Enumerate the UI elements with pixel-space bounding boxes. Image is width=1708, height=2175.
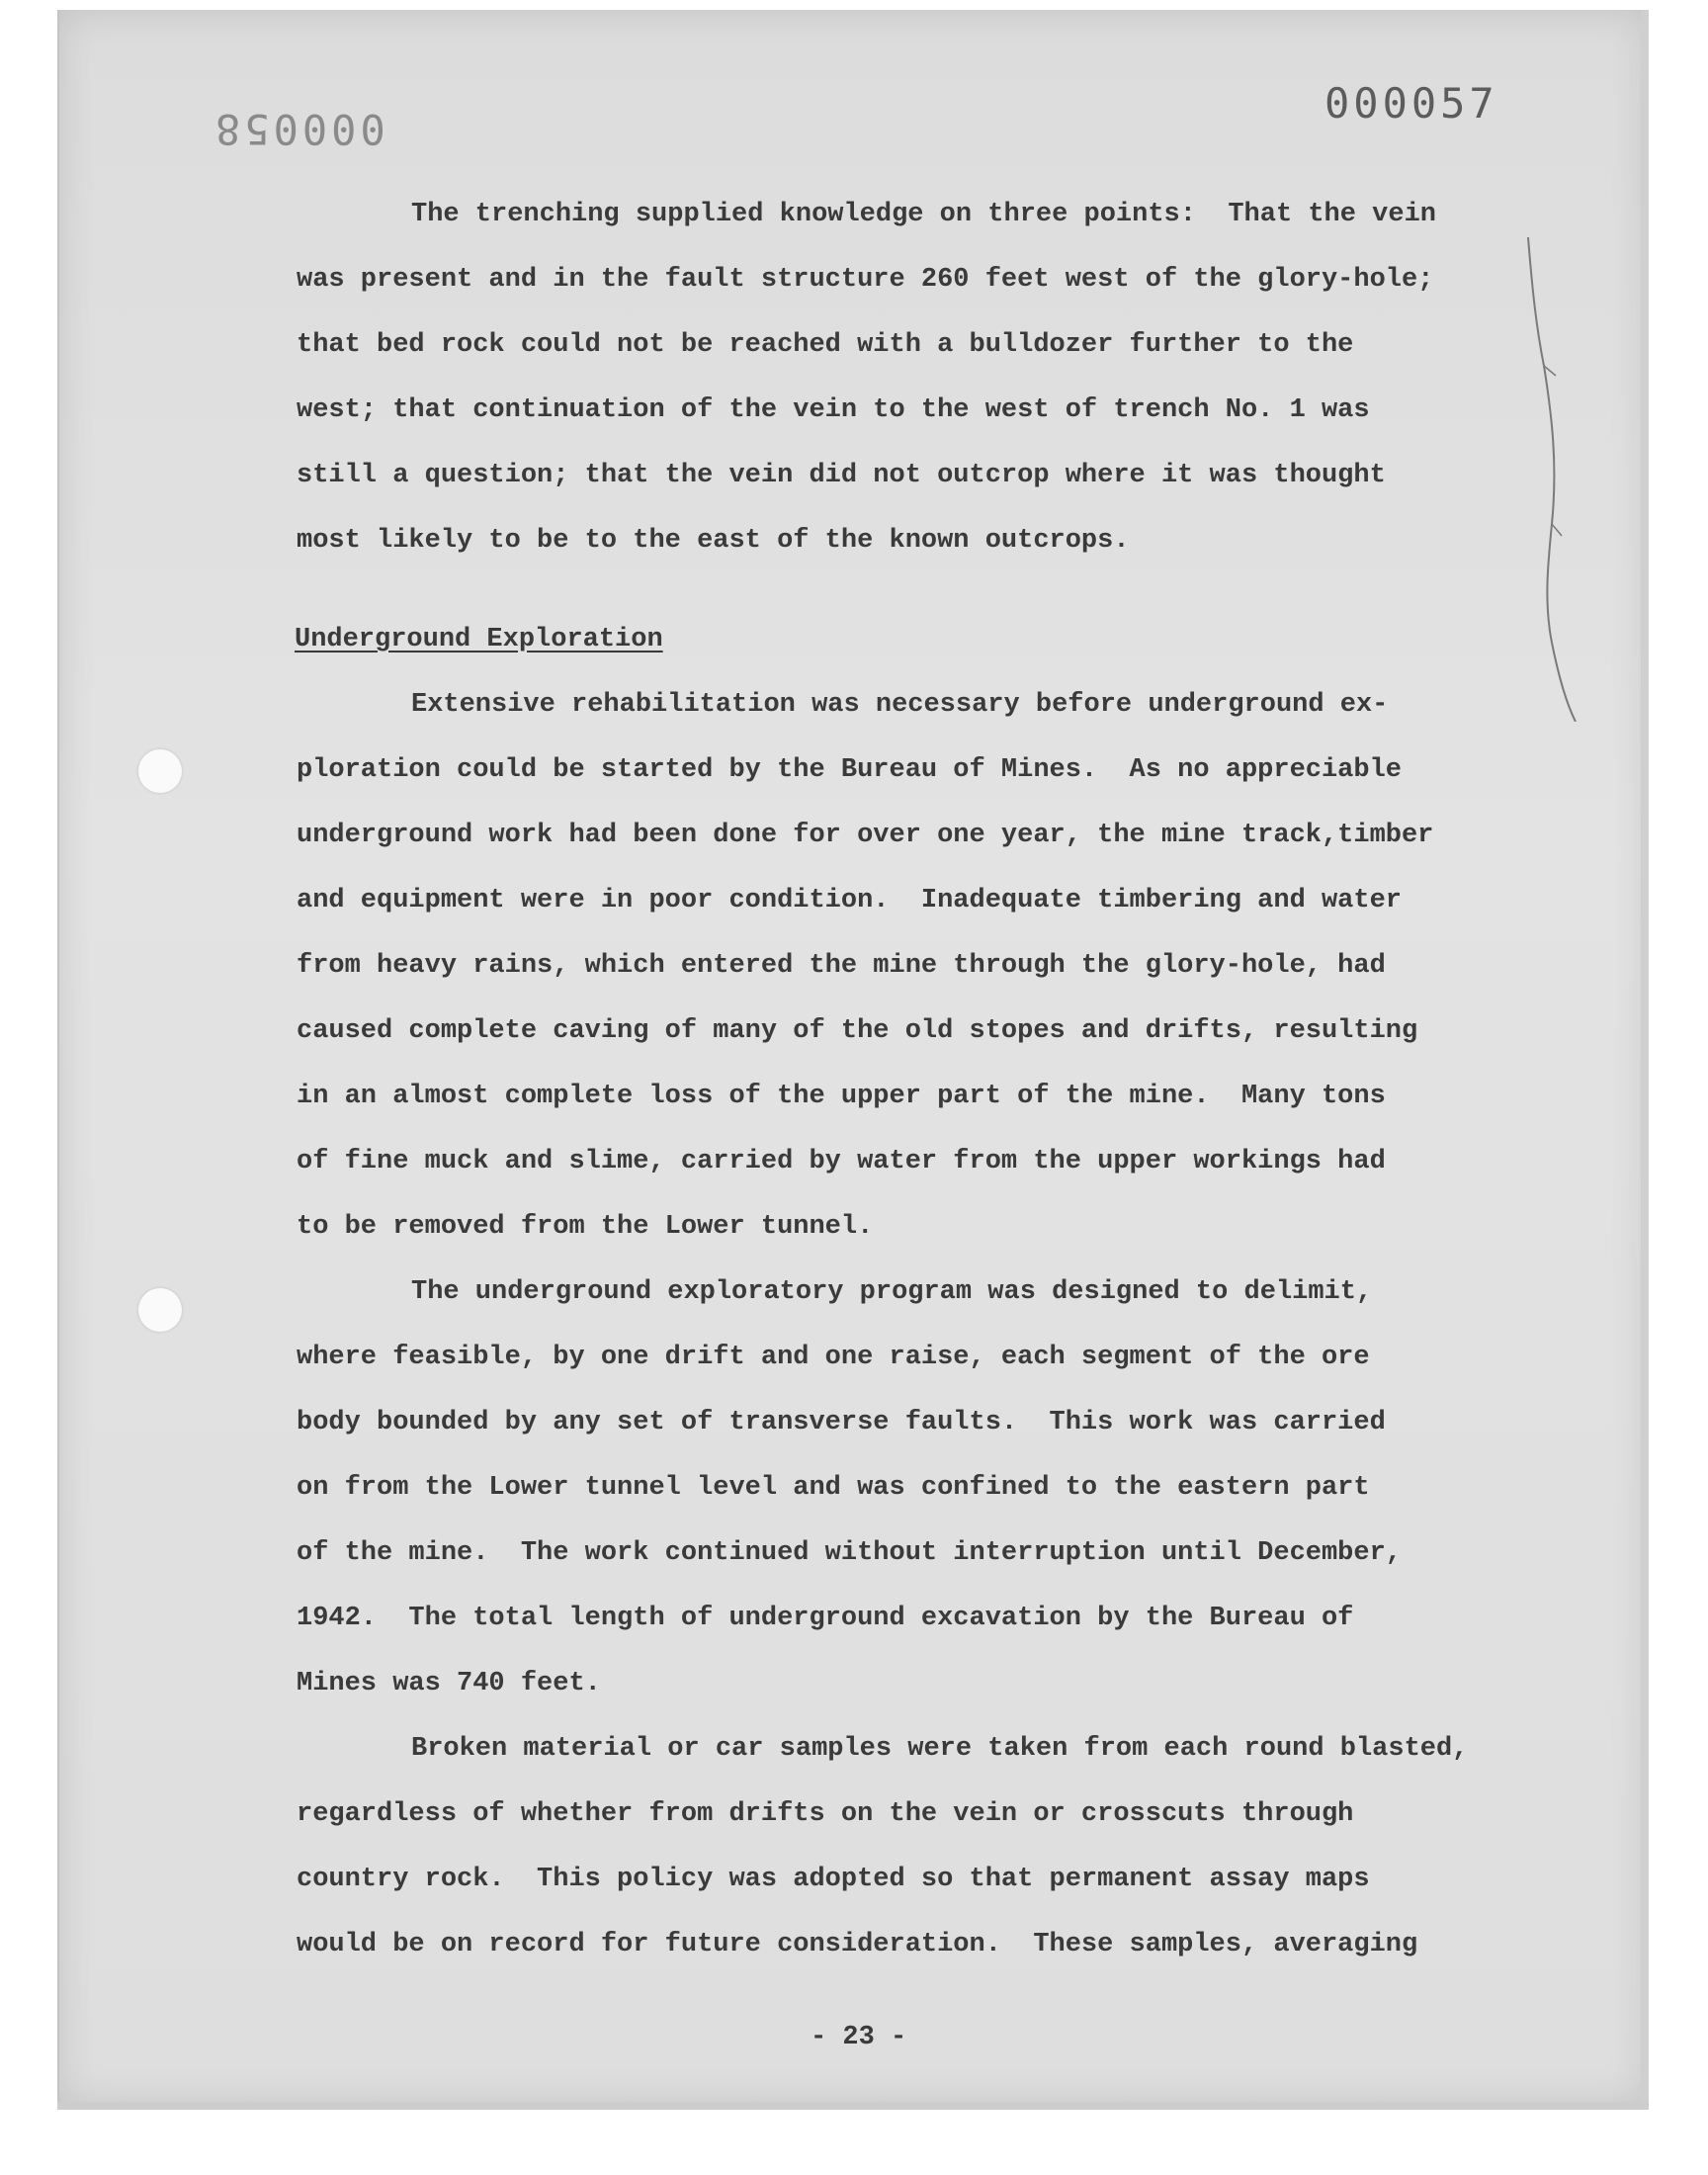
text-line: west; that continuation of the vein to the west of trench No. 1 was [297,395,1370,425]
text-line: of the mine. The work continued without interruption until December, [297,1538,1402,1568]
text-line: Broken material or car samples were taken from each round blasted, [411,1734,1469,1764]
text-line: The underground exploratory program was designed to delimit, [411,1277,1373,1307]
document-stamp-number: 000057 [1324,79,1498,128]
document-stamp-number: 000058 [212,105,385,153]
text-line: would be on record for future consideration. These samples, averaging [297,1930,1418,1959]
text-line: caused complete caving of many of the old stopes and drifts, resulting [297,1016,1418,1046]
text-line: 1942. The total length of underground excavation by the Bureau of [297,1604,1354,1633]
text-line: The trenching supplied knowledge on three points: That the vein [411,200,1436,229]
text-line: of fine muck and slime, carried by water from the upper workings had [297,1147,1386,1176]
text-line: was present and in the fault structure 260 feet west of the glory-hole; [297,265,1434,295]
section-heading: Underground Exploration [295,625,663,654]
text-line: body bounded by any set of transverse faults. This work was carried [297,1408,1386,1437]
text-line: that bed rock could not be reached with a bulldozer further to the [297,330,1354,360]
text-line: Mines was 740 feet. [297,1669,601,1698]
text-line: on from the Lower tunnel level and was confined to the eastern part [297,1473,1370,1503]
text-line: from heavy rains, which entered the mine through the glory-hole, had [297,951,1386,981]
text-line: in an almost complete loss of the upper part of the mine. Many tons [297,1082,1386,1111]
text-line: to be removed from the Lower tunnel. [297,1212,874,1242]
text-line: and equipment were in poor condition. Inadequate timbering and water [297,886,1402,915]
text-line: Extensive rehabilitation was necessary before underground ex- [411,690,1389,720]
text-line: most likely to be to the east of the known outcrops. [297,526,1130,556]
text-line: underground work had been done for over one year, the mine track,timber [297,821,1434,850]
text-line: where feasible, by one drift and one raise, each segment of the ore [297,1343,1370,1372]
page-number: - 23 - [811,2023,907,2052]
text-line: still a question; that the vein did not outcrop where it was thought [297,461,1386,490]
text-line: regardless of whether from drifts on the vein or crosscuts through [297,1799,1354,1829]
text-line: country rock. This policy was adopted so that permanent assay maps [297,1865,1370,1894]
text-line: ploration could be started by the Bureau of Mines. As no appreciable [297,755,1402,785]
